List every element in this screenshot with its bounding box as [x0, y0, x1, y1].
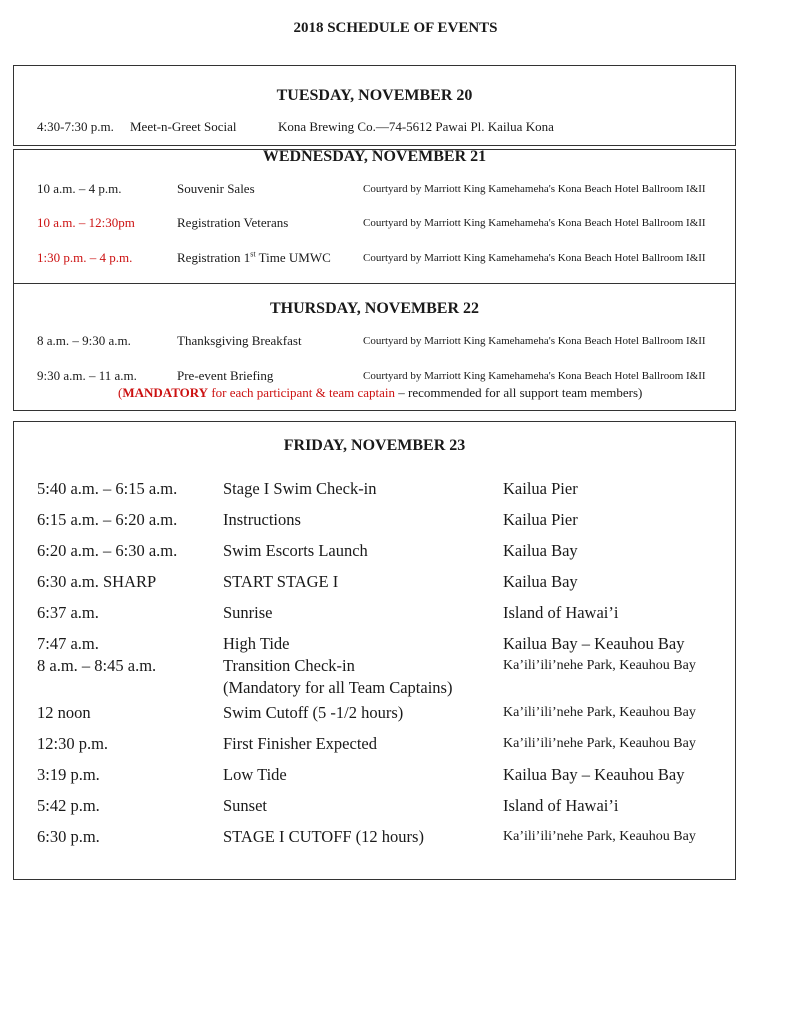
- friday-row-location: Kailua Bay – Keauhou Bay: [503, 634, 685, 653]
- friday-row-location: Kailua Pier: [503, 479, 578, 498]
- friday-row-event: First Finisher Expected: [223, 734, 377, 753]
- friday-row-event: Swim Escorts Launch: [223, 541, 368, 560]
- friday-row-time: 6:30 a.m. SHARP: [37, 572, 157, 591]
- friday-row-time: 5:40 a.m. – 6:15 a.m.: [37, 479, 178, 498]
- friday-row-event: Transition Check-in: [223, 656, 355, 675]
- wednesday-row-3-event: Registration 1st Time UMWC: [177, 249, 331, 265]
- friday-row-location: Kailua Pier: [503, 510, 578, 529]
- friday-row-time: 6:30 p.m.: [37, 827, 100, 846]
- tuesday-time: 4:30-7:30 p.m.: [37, 119, 114, 134]
- thursday-heading: THURSDAY, NOVEMBER 22: [269, 300, 480, 317]
- thursday-note: (MANDATORY for each participant & team captain – recommended for all support team members): [118, 385, 643, 400]
- wednesday-row-2-time: 10 a.m. – 12:30pm: [37, 215, 135, 230]
- friday-heading: FRIDAY, NOVEMBER 23: [283, 437, 466, 454]
- tuesday-location: Kona Brewing Co.—74-5612 Pawai Pl. Kailua Kona: [278, 119, 554, 134]
- friday-row-time: 12 noon: [37, 703, 91, 722]
- friday-row-event: Swim Cutoff (5 -1/2 hours): [223, 703, 404, 722]
- wednesday-row-1-event: Souvenir Sales: [177, 181, 255, 196]
- friday-row-location: Ka’ili’ili’nehe Park, Keauhou Bay: [503, 658, 696, 673]
- friday-row-location: Island of Hawai’i: [503, 796, 619, 815]
- wednesday-row-2-event: Registration Veterans: [177, 215, 289, 230]
- friday-row-location: Kailua Bay – Keauhou Bay: [503, 765, 685, 784]
- wednesday-row-3-time: 1:30 p.m. – 4 p.m.: [37, 250, 133, 265]
- friday-section: [13, 421, 736, 880]
- friday-row-event: High Tide: [223, 634, 290, 653]
- page-title: 2018 SCHEDULE OF EVENTS: [293, 20, 498, 36]
- friday-row-time: 5:42 p.m.: [37, 796, 100, 815]
- friday-row-location: Kailua Bay: [503, 572, 578, 591]
- friday-row-time: 7:47 a.m.: [37, 634, 99, 653]
- wednesday-row-1-location: Courtyard by Marriott King Kamehameha's Kona Beach Hotel Ballroom I&II: [363, 183, 706, 195]
- friday-row-location: Island of Hawai’i: [503, 603, 619, 622]
- friday-row-time: 12:30 p.m.: [37, 734, 109, 753]
- friday-row-time: 6:15 a.m. – 6:20 a.m.: [37, 510, 178, 529]
- friday-row-time: 6:37 a.m.: [37, 603, 99, 622]
- thursday-row-2-location: Courtyard by Marriott King Kamehameha's Kona Beach Hotel Ballroom I&II: [363, 370, 706, 382]
- tuesday-heading: TUESDAY, NOVEMBER 20: [276, 87, 473, 104]
- thursday-row-1-location: Courtyard by Marriott King Kamehameha's Kona Beach Hotel Ballroom I&II: [363, 335, 706, 347]
- wednesday-heading: WEDNESDAY, NOVEMBER 21: [262, 148, 487, 165]
- wednesday-row-1-time: 10 a.m. – 4 p.m.: [37, 181, 122, 196]
- tuesday-section: [13, 65, 736, 146]
- friday-row-event: Low Tide: [223, 765, 287, 784]
- friday-row-location: Ka’ili’ili’nehe Park, Keauhou Bay: [503, 736, 696, 751]
- thursday-row-2-event: Pre-event Briefing: [177, 368, 274, 383]
- friday-row-event: Sunset: [223, 796, 268, 815]
- friday-row-event: Instructions: [223, 510, 301, 529]
- section-divider: [14, 283, 735, 284]
- thursday-row-1-event: Thanksgiving Breakfast: [177, 333, 302, 348]
- friday-row-time: 6:20 a.m. – 6:30 a.m.: [37, 541, 178, 560]
- friday-row-event: Sunrise: [223, 603, 273, 622]
- wednesday-row-2-location: Courtyard by Marriott King Kamehameha's Kona Beach Hotel Ballroom I&II: [363, 217, 706, 229]
- friday-row-location: Kailua Bay: [503, 541, 578, 560]
- thursday-row-2-time: 9:30 a.m. – 11 a.m.: [37, 368, 137, 383]
- thursday-row-1-time: 8 a.m. – 9:30 a.m.: [37, 333, 131, 348]
- friday-row-time: 8 a.m. – 8:45 a.m.: [37, 656, 157, 675]
- friday-row-time: 3:19 p.m.: [37, 765, 100, 784]
- friday-row-location: Ka’ili’ili’nehe Park, Keauhou Bay: [503, 705, 696, 720]
- friday-row-event-note: (Mandatory for all Team Captains): [223, 678, 453, 697]
- friday-row-event: Stage I Swim Check-in: [223, 479, 377, 498]
- friday-row-event: START STAGE I: [223, 572, 339, 591]
- tuesday-event: Meet-n-Greet Social: [130, 119, 237, 134]
- friday-row-event: STAGE I CUTOFF (12 hours): [223, 827, 424, 846]
- wednesday-row-3-location: Courtyard by Marriott King Kamehameha's Kona Beach Hotel Ballroom I&II: [363, 252, 706, 264]
- friday-row-location: Ka’ili’ili’nehe Park, Keauhou Bay: [503, 829, 696, 844]
- wednesday-thursday-section: [13, 149, 736, 411]
